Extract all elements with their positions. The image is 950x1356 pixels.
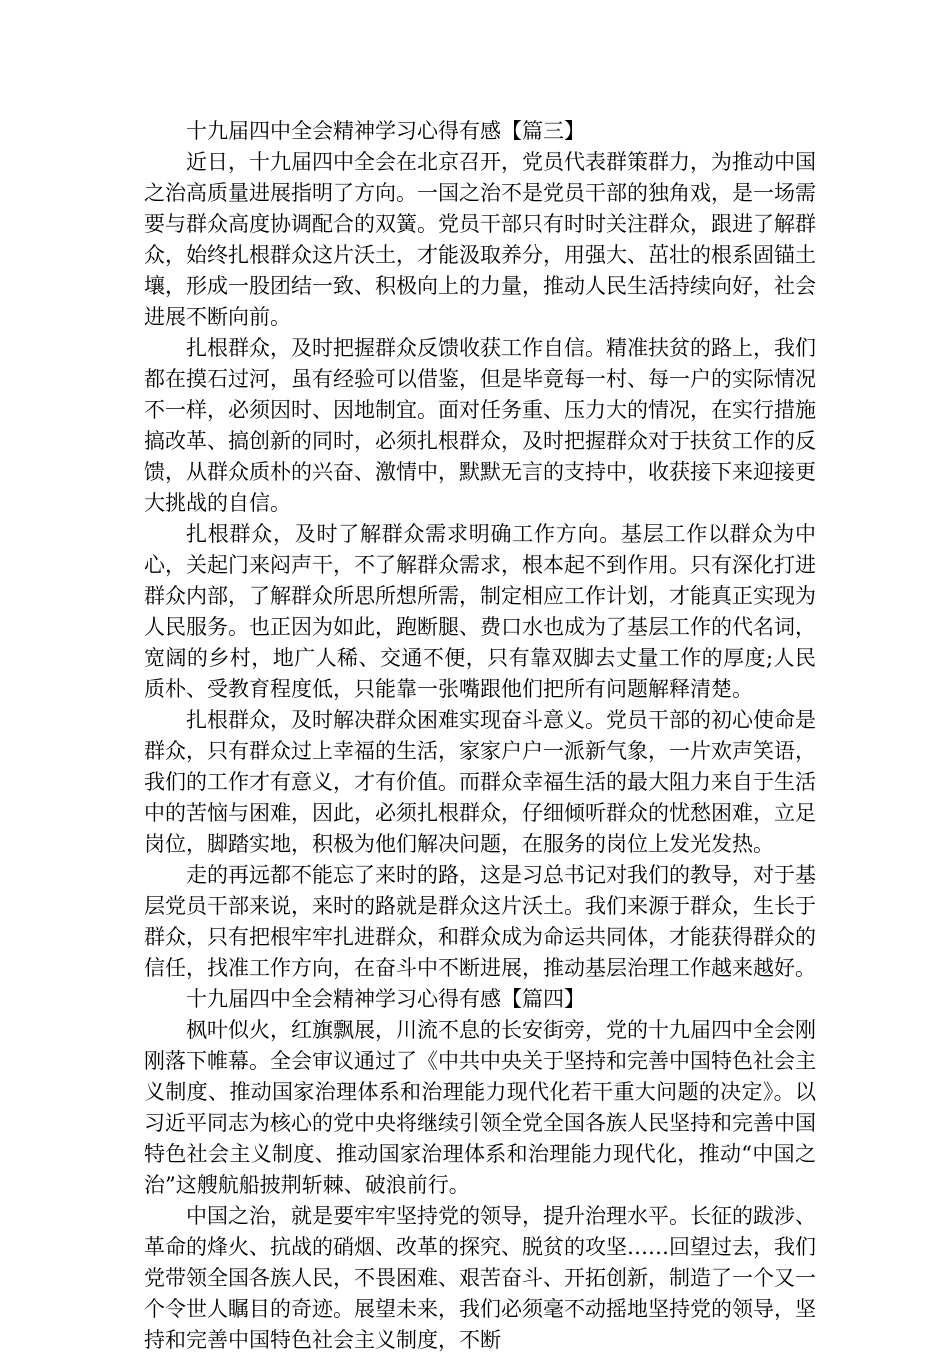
paragraph: 近日，十九届四中全会在北京召开，党员代表群策群力，为推动中国之治高质量进展指明了方向。一国之治不是党员干部的独角戏，是一场需要与群众高度协调配合的双簧。党员干部只有时时关注群众，跟进了解群众，始终扎根群众这片沃土，才能汲取养分，用强大、茁壮的根系固锚土壤，形成一股团结一致、积极向上的力量，推动人民生活持续向好，社会进展不断向前。 xyxy=(144,150,816,329)
paragraph: 扎根群众，及时解决群众困难实现奋斗意义。党员干部的初心使命是群众，只有群众过上幸福的生活，家家户户一派新气象，一片欢声笑语，我们的工作才有意义，才有价值。而群众幸福生活的最大阻力来自于生活中的苦恼与困难，因此，必须扎根群众，仔细倾听群众的忧愁困难，立足岗位，脚踏实地，积极为他们解决问题，在服务的岗位上发光发热。 xyxy=(144,708,816,856)
paragraph: 走的再远都不能忘了来时的路，这是习总书记对我们的教导，对于基层党员干部来说，来时的路就是群众这片沃土。我们来源于群众，生长于群众，只有把根牢牢扎进群众，和群众成为命运共同体，才能获得群众的信任，找准工作方向，在奋斗中不断进展，推动基层治理工作越来越好。 xyxy=(144,863,816,980)
document-body xyxy=(144,116,816,1356)
paragraph: 扎根群众，及时把握群众反馈收获工作自信。精准扶贫的路上，我们都在摸石过河，虽有经验可以借鉴，但是毕竟每一村、每一户的实际情况不一样，必须因时、因地制宜。面对任务重、压力大的情况，在实行措施搞改革、搞创新的同时，必须扎根群众，及时把握群众对于扶贫工作的反馈，从群众质朴的兴奋、激情中，默默无言的支持中，收获接下来迎接更大挑战的自信。 xyxy=(144,336,816,515)
paragraph: 枫叶似火，红旗飘展，川流不息的长安街旁，党的十九届四中全会刚刚落下帷幕。全会审议通过了《中共中央关于坚持和完善中国特色社会主义制度、推动国家治理体系和治理能力现代化若干重大问题的决定》。以习近平同志为核心的党中央将继续引领全党全国各族人民坚持和完善中国特色社会主义制度、推动国家治理体系和治理能力现代化，推动“中国之治”这艘航船披荆斩棘、破浪前行。 xyxy=(144,1018,816,1197)
paragraph: 中国之治，就是要牢牢坚持党的领导，提升治理水平。长征的跋涉、革命的烽火、抗战的硝烟、改革的探究、脱贫的攻坚……回望过去，我们党带领全国各族人民，不畏困难、艰苦奋斗、开拓创新，制造了一个又一个令世人瞩目的奇迹。展望未来，我们必须毫不动摇地坚持党的领导，坚持和完善中国特色社会主义制度，不断 xyxy=(144,1204,816,1352)
section-heading-4: 十九届四中全会精神学习心得有感【篇四】 xyxy=(186,987,585,1011)
section-heading-3: 十九届四中全会精神学习心得有感【篇三】 xyxy=(186,119,585,143)
paragraph: 扎根群众，及时了解群众需求明确工作方向。基层工作以群众为中心，关起门来闷声干，不了解群众需求，根本起不到作用。只有深化打进群众内部，了解群众所思所想所需，制定相应工作计划，才能真正实现为人民服务。也正因为如此，跑断腿、费口水也成为了基层工作的代名词，宽阔的乡村，地广人稀、交通不便，只有靠双脚去丈量工作的厚度;人民质朴、受教育程度低，只能靠一张嘴跟他们把所有问题解释清楚。 xyxy=(144,522,816,701)
